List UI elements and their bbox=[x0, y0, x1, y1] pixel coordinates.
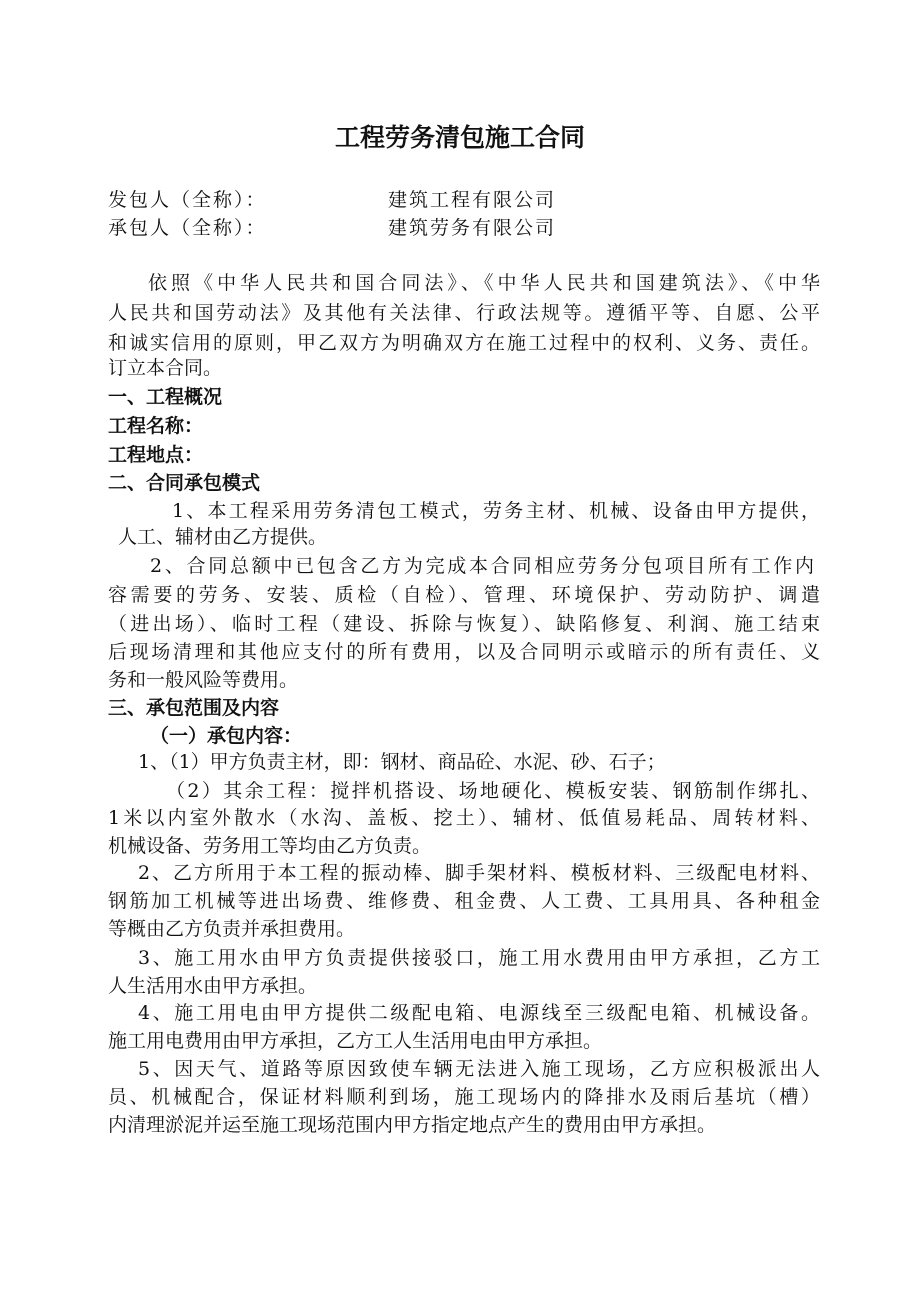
clause-line: （2）其余工程：搅拌机搭设、场地硬化、模板安装、钢筋制作绑扎、 bbox=[166, 780, 820, 802]
subsection-heading: （一）承包内容： bbox=[150, 725, 303, 747]
contractor-label: 承包人（全称）： bbox=[108, 217, 267, 239]
section-heading: 三、承包范围及内容 bbox=[108, 697, 280, 719]
employer-row bbox=[108, 185, 820, 212]
contractor-row bbox=[108, 213, 820, 240]
clause-line: 钢筋加工机械等进出场费、维修费、租金费、人工费、工具用具、各种租金 bbox=[108, 890, 820, 912]
clause-line: 1、本工程采用劳务清包工模式，劳务主材、机械、设备由甲方提供， bbox=[172, 500, 820, 522]
clause-line: 后现场清理和其他应支付的所有费用，以及合同明示或暗示的所有责任、义 bbox=[108, 641, 820, 663]
clause-line: 3、施工用水由甲方负责提供接驳口，施工用水费用由甲方承担，乙方工 bbox=[138, 947, 820, 969]
section-heading: 一、工程概况 bbox=[108, 386, 223, 408]
clause-line: 等概由乙方负责并承担费用。 bbox=[108, 918, 356, 940]
clause-line: 人生活用水由甲方承担。 bbox=[108, 975, 318, 997]
clause-line: 1、（1）甲方负责主材，即：钢材、商品砼、水泥、砂、石子； bbox=[138, 751, 666, 773]
clause-line: 内清理淤泥并运至施工现场范围内甲方指定地点产生的费用由甲方承担。 bbox=[108, 1114, 717, 1136]
clause-line: 务和一般风险等费用。 bbox=[108, 669, 299, 691]
clause-line: 机械设备、劳务用工等均由乙方负责。 bbox=[108, 835, 432, 857]
clause-line: 容需要的劳务、安装、质检（自检）、管理、环境保护、劳动防护、调遣 bbox=[108, 584, 820, 606]
clause-line: 4、施工用电由甲方提供二级配电箱、电源线至三级配电箱、机械设备。 bbox=[138, 1002, 820, 1024]
clause-line: 2、合同总额中已包含乙方为完成本合同相应劳务分包项目所有工作内 bbox=[150, 555, 814, 577]
intro-line: 依照《中华人民共和国合同法》、《中华人民共和国建筑法》、《中华 bbox=[148, 272, 820, 294]
clause-line: 人工、辅材由乙方提供。 bbox=[118, 526, 328, 548]
section-heading: 二、合同承包模式 bbox=[108, 472, 261, 494]
clause-line: 5、因天气、道路等原因致使车辆无法进入施工现场，乙方应积极派出人 bbox=[138, 1058, 820, 1080]
clause-line: （进出场）、临时工程（建设、拆除与恢复）、缺陷修复、利润、施工结束 bbox=[108, 613, 820, 635]
intro-line: 订立本合同。 bbox=[108, 357, 223, 379]
clause-line: 员、机械配合，保证材料顺利到场，施工现场内的降排水及雨后基坑（槽） bbox=[108, 1086, 820, 1108]
clause-line: 施工用电费用由甲方承担，乙方工人生活用电由甲方承担。 bbox=[108, 1030, 603, 1052]
contractor-name: 建筑劳务有限公司 bbox=[388, 217, 557, 239]
employer-name: 建筑工程有限公司 bbox=[388, 189, 557, 211]
clause-line: 1米以内室外散水（水沟、盖板、挖土）、辅材、低值易耗品、周转材料、 bbox=[108, 807, 820, 829]
project-location-label: 工程地点： bbox=[108, 444, 204, 466]
employer-label: 发包人（全称）： bbox=[108, 189, 267, 211]
clause-line: 2、乙方所用于本工程的振动棒、脚手架材料、模板材料、三级配电材料、 bbox=[138, 862, 820, 884]
intro-line: 人民共和国劳动法》及其他有关法律、行政法规等。遵循平等、自愿、公平 bbox=[108, 302, 820, 324]
project-name-label: 工程名称： bbox=[108, 415, 204, 437]
intro-line: 和诚实信用的原则，甲乙双方为明确双方在施工过程中的权利、义务、责任。 bbox=[108, 332, 820, 354]
document-title: 工程劳务清包施工合同 bbox=[334, 123, 585, 152]
